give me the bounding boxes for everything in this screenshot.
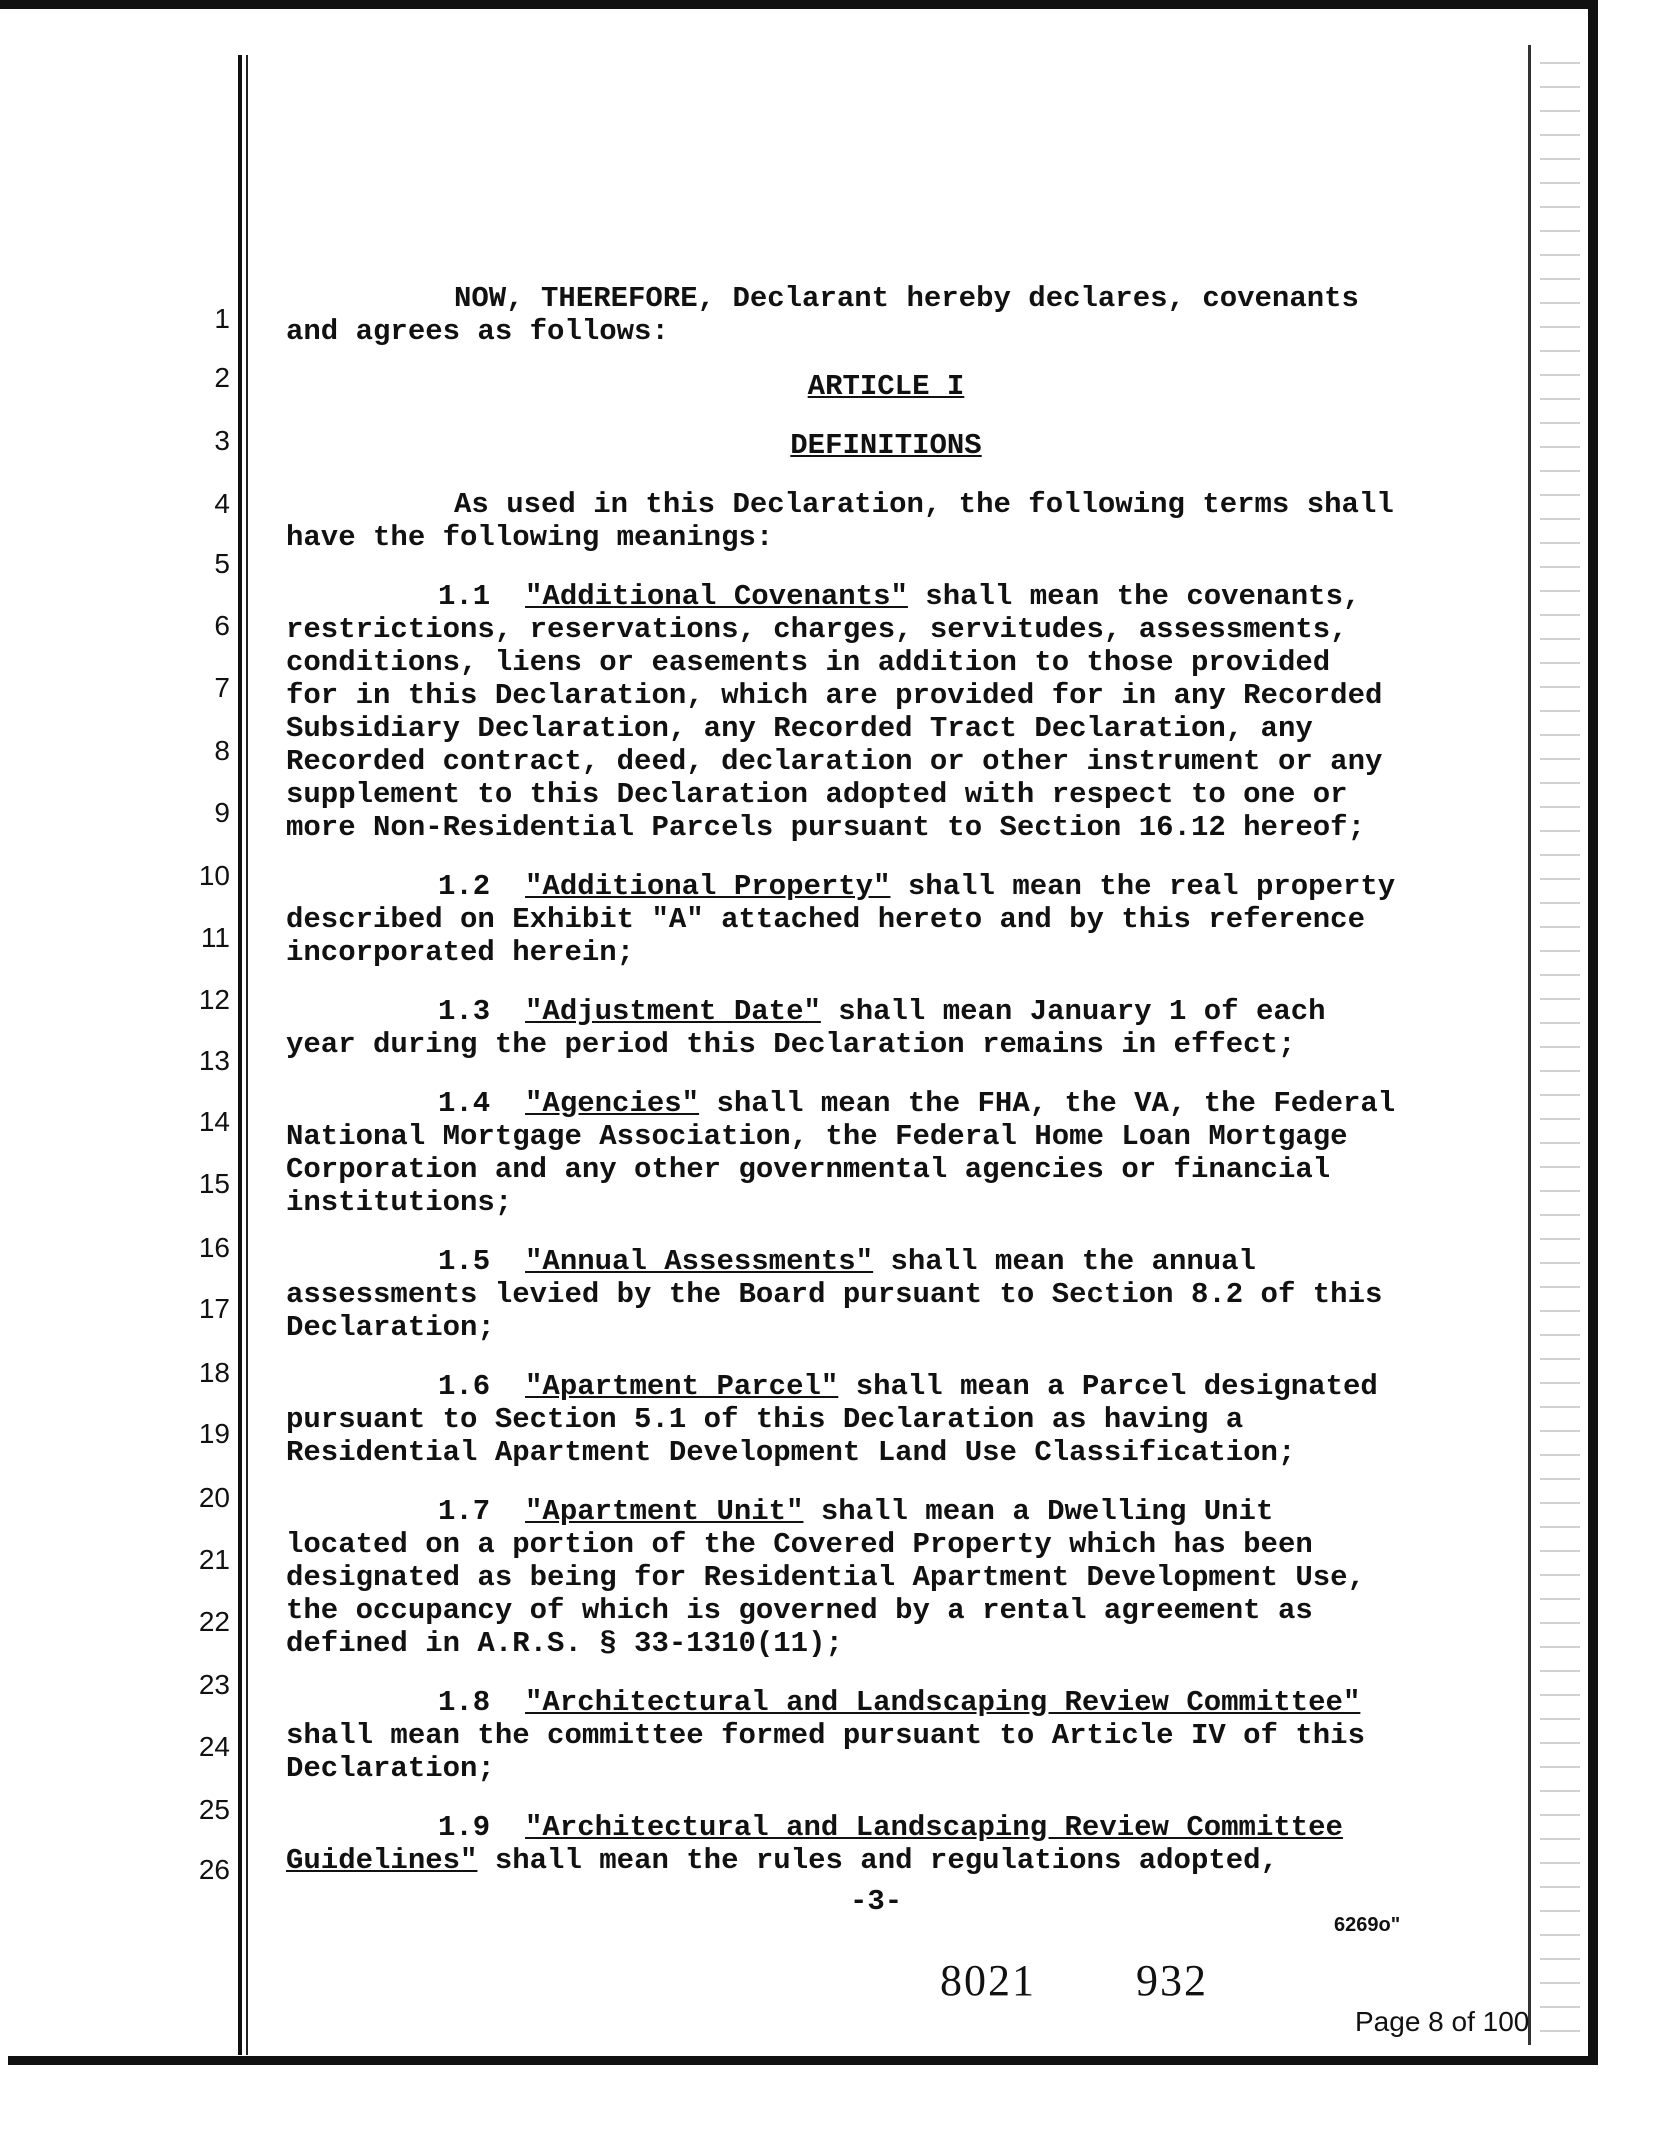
- preamble-line-1: As used in this Declaration, the following terms shall: [454, 488, 1394, 521]
- line-number-column: [180, 0, 230, 2144]
- definition-number: 1.8: [438, 1686, 491, 1719]
- definition-text: incorporated herein;: [286, 936, 635, 969]
- line-number: 4: [214, 488, 230, 519]
- definition-line: [286, 646, 1486, 679]
- definition-item: [286, 1370, 1486, 1469]
- line-number: 5: [214, 548, 230, 579]
- recording-book-number: 8021: [940, 1956, 1036, 2005]
- definition-item: [286, 1811, 1486, 1877]
- intro-line-1: NOW, THEREFORE, Declarant hereby declares, covenants: [454, 282, 1359, 315]
- definition-number: 1.4: [438, 1087, 491, 1120]
- line-number: 18: [198, 1357, 230, 1388]
- definition-term: "Annual Assessments": [525, 1245, 874, 1278]
- definition-line: [286, 1594, 1486, 1627]
- definition-line: [286, 613, 1486, 646]
- line-number: 3: [214, 425, 230, 456]
- definition-term: "Architectural and Landscaping Review Committee": [525, 1686, 1361, 1719]
- definition-line: [286, 1561, 1486, 1594]
- definition-text: shall mean the annual: [873, 1245, 1256, 1278]
- definition-item: [286, 870, 1486, 969]
- definition-text: Declaration;: [286, 1752, 495, 1785]
- line-number: 24: [198, 1731, 230, 1762]
- line-number: 17: [198, 1293, 230, 1324]
- definition-term: "Additional Covenants": [525, 580, 908, 613]
- preamble-line-2: have the following meanings:: [286, 521, 774, 554]
- definition-text: shall mean a Dwelling Unit: [803, 1495, 1274, 1528]
- definition-line: [286, 1028, 1486, 1061]
- definition-term: "Additional Property": [525, 870, 891, 903]
- definition-text: defined in A.R.S. § 33-1310(11);: [286, 1627, 843, 1660]
- definition-first-line: [286, 870, 1486, 903]
- document-code: 6269o": [1334, 1914, 1401, 1936]
- definition-text: the occupancy of which is governed by a rental agreement as: [286, 1594, 1313, 1627]
- scan-border-right: [1588, 0, 1598, 2064]
- page-of-indicator: Page 8 of 100: [1355, 2006, 1530, 2037]
- line-number: 9: [214, 797, 230, 828]
- right-margin-rule: [1528, 45, 1531, 2045]
- definition-line: [286, 1528, 1486, 1561]
- line-number: 15: [198, 1168, 230, 1199]
- line-number: 8: [214, 735, 230, 766]
- definitions-list: [286, 580, 1486, 1877]
- left-margin-rule: [238, 55, 242, 2055]
- line-number: 19: [198, 1418, 230, 1449]
- definition-number: 1.2: [438, 870, 491, 903]
- definition-first-line: [286, 1686, 1486, 1719]
- definition-text: Residential Apartment Development Land Use Classification;: [286, 1436, 1296, 1469]
- definition-item: [286, 1686, 1486, 1785]
- definition-line: [286, 778, 1486, 811]
- definition-term: "Architectural and Landscaping Review Committee: [525, 1811, 1343, 1844]
- definition-line: [286, 1403, 1486, 1436]
- article-title: DEFINITIONS: [790, 429, 982, 462]
- definition-text: shall mean January 1 of each: [820, 995, 1326, 1028]
- document-body: [286, 282, 1486, 1877]
- definition-text: assessments levied by the Board pursuant to Section 8.2 of this: [286, 1278, 1383, 1311]
- definition-line: [286, 1186, 1486, 1219]
- scan-artifact-strip: [1540, 40, 1580, 2050]
- definition-term-continued: Guidelines": [286, 1844, 478, 1877]
- line-number: 25: [198, 1794, 230, 1825]
- intro-line-2: and agrees as follows:: [286, 315, 669, 348]
- definition-line: [286, 745, 1486, 778]
- definition-text: located on a portion of the Covered Property which has been: [286, 1528, 1313, 1561]
- line-number: 21: [198, 1544, 230, 1575]
- definition-text: shall mean the committee formed pursuant to Article IV of this: [286, 1719, 1365, 1752]
- definition-first-line: [286, 995, 1486, 1028]
- definition-text: supplement to this Declaration adopted with respect to one or: [286, 778, 1348, 811]
- definition-line: [286, 1719, 1486, 1752]
- definition-text: shall mean the FHA, the VA, the Federal: [699, 1087, 1396, 1120]
- definition-line: [286, 1627, 1486, 1660]
- definition-line: [286, 712, 1486, 745]
- definition-text: designated as being for Residential Apartment Development Use,: [286, 1561, 1365, 1594]
- definition-text: described on Exhibit "A" attached hereto and by this reference: [286, 903, 1365, 936]
- left-margin-rule-inner: [246, 55, 248, 2055]
- definition-line: [286, 1311, 1486, 1344]
- definition-number: 1.1: [438, 580, 491, 613]
- line-number: 11: [200, 922, 230, 953]
- definition-text: shall mean the rules and regulations adopted,: [477, 1844, 1278, 1877]
- definition-line: [286, 1436, 1486, 1469]
- definition-text: institutions;: [286, 1186, 513, 1219]
- definition-number: 1.3: [438, 995, 491, 1028]
- definition-line: [286, 679, 1486, 712]
- line-number: 2: [214, 362, 230, 393]
- definition-term: "Apartment Parcel": [525, 1370, 839, 1403]
- definition-line: [286, 1844, 1486, 1877]
- definition-text: pursuant to Section 5.1 of this Declaration as having a: [286, 1403, 1244, 1436]
- definition-text: more Non-Residential Parcels pursuant to Section 16.12 hereof;: [286, 811, 1365, 844]
- definition-text: Subsidiary Declaration, any Recorded Tract Declaration, any: [286, 712, 1313, 745]
- definition-text: shall mean the real property: [890, 870, 1396, 903]
- line-number: 16: [198, 1232, 230, 1263]
- definition-text: Corporation and any other governmental agencies or financial: [286, 1153, 1331, 1186]
- definition-text: shall mean the covenants,: [907, 580, 1361, 613]
- definition-line: [286, 1752, 1486, 1785]
- definition-line: [286, 1153, 1486, 1186]
- definition-item: [286, 580, 1486, 844]
- line-number: 1: [214, 303, 230, 334]
- definition-text: Recorded contract, deed, declaration or other instrument or any: [286, 745, 1383, 778]
- scan-border-bottom: [8, 2056, 1598, 2065]
- definition-number: 1.5: [438, 1245, 491, 1278]
- scan-border-top: [0, 0, 1596, 9]
- definition-line: [286, 903, 1486, 936]
- definition-number: 1.7: [438, 1495, 491, 1528]
- line-number: 7: [214, 672, 230, 703]
- line-number: 10: [198, 860, 230, 891]
- definition-number: 1.9: [438, 1811, 491, 1844]
- definition-first-line: [286, 580, 1486, 613]
- line-number: 23: [198, 1669, 230, 1700]
- definition-text: shall mean a Parcel designated: [838, 1370, 1378, 1403]
- definition-text: Declaration;: [286, 1311, 495, 1344]
- line-number: 26: [198, 1854, 230, 1885]
- definition-first-line: [286, 1245, 1486, 1278]
- definition-text: National Mortgage Association, the Federal Home Loan Mortgage: [286, 1120, 1348, 1153]
- definition-first-line: [286, 1811, 1486, 1844]
- definition-item: [286, 995, 1486, 1061]
- definition-first-line: [286, 1495, 1486, 1528]
- page-number: -3-: [850, 1885, 903, 1918]
- definition-first-line: [286, 1087, 1486, 1120]
- definition-item: [286, 1495, 1486, 1660]
- article-heading: ARTICLE I: [807, 370, 965, 403]
- line-number: 14: [198, 1106, 230, 1137]
- line-number: 12: [198, 984, 230, 1015]
- definition-line: [286, 1120, 1486, 1153]
- definition-term: "Adjustment Date": [525, 995, 821, 1028]
- definition-text: for in this Declaration, which are provided for in any Recorded: [286, 679, 1383, 712]
- definition-term: "Apartment Unit": [525, 1495, 804, 1528]
- definition-item: [286, 1087, 1486, 1219]
- definition-text: year during the period this Declaration remains in effect;: [286, 1028, 1296, 1061]
- definition-text: conditions, liens or easements in addition to those provided: [286, 646, 1331, 679]
- definition-line: [286, 811, 1486, 844]
- definition-number: 1.6: [438, 1370, 491, 1403]
- line-number: 20: [198, 1482, 230, 1513]
- recording-page-number: 932: [1136, 1956, 1208, 2005]
- definition-first-line: [286, 1370, 1486, 1403]
- line-number: 6: [214, 610, 230, 641]
- definition-text: restrictions, reservations, charges, servitudes, assessments,: [286, 613, 1348, 646]
- definition-line: [286, 936, 1486, 969]
- definition-line: [286, 1278, 1486, 1311]
- definition-term: "Agencies": [525, 1087, 700, 1120]
- definition-item: [286, 1245, 1486, 1344]
- line-number: 22: [198, 1606, 230, 1637]
- line-number: 13: [198, 1045, 230, 1076]
